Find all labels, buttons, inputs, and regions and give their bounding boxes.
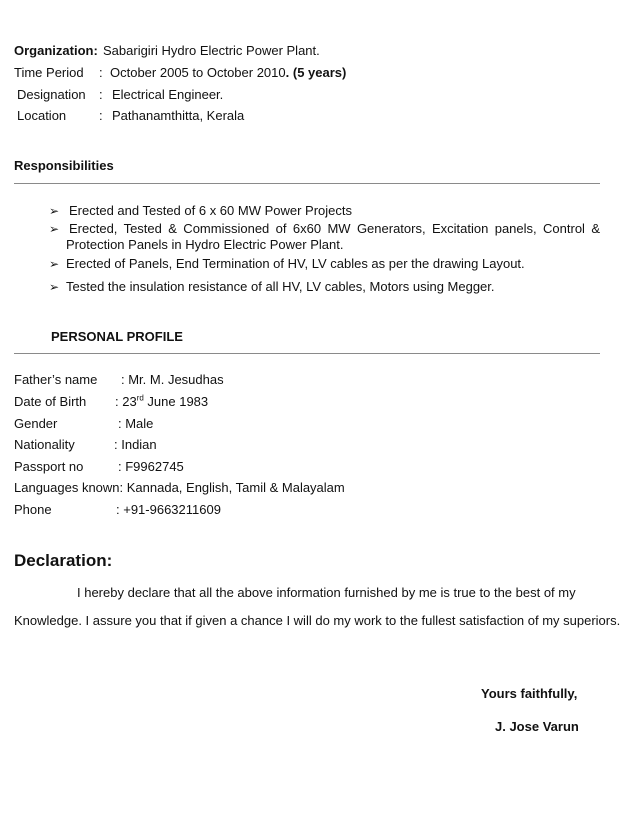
fathers-name-label: Father’s name	[14, 372, 98, 387]
personal-profile-heading: PERSONAL PROFILE	[51, 329, 183, 344]
bullet-arrow-icon: ➢	[49, 257, 60, 271]
languages-known: Languages known: Kannada, English, Tamil & Malayalam	[14, 480, 345, 495]
responsibilities-heading: Responsibilities	[14, 158, 114, 173]
bullet-arrow-icon: ➢	[49, 204, 60, 218]
gender-value: : Male	[118, 416, 154, 431]
responsibility-item-continuation: Protection Panels in Hydro Electric Power Plant.	[66, 237, 344, 252]
phone-value: : +91-9663211609	[116, 502, 221, 517]
nationality-value: : Indian	[114, 437, 157, 452]
dob-ordinal: rd	[136, 393, 144, 403]
section-divider	[14, 183, 600, 184]
designation-separator: :	[99, 87, 103, 102]
passport-label: Passport no	[14, 459, 84, 474]
phone-label: Phone	[14, 502, 52, 517]
designation-value: Electrical Engineer.	[112, 87, 224, 102]
time-period-value	[110, 65, 346, 80]
organization-label: Organization:	[14, 43, 98, 58]
declaration-heading: Declaration:	[14, 551, 113, 570]
time-period-range: October 2005 to October 2010	[110, 65, 286, 80]
responsibility-item: Erected of Panels, End Termination of HV, LV cables as per the drawing Layout.	[66, 256, 525, 271]
dob-suffix: June 1983	[143, 394, 209, 409]
time-period-dot: .	[285, 65, 290, 80]
responsibility-item: Erected, Tested & Commissioned of 6x60 MW Generators, Excitation panels, Control &	[69, 221, 600, 236]
location-label: Location	[17, 108, 67, 123]
nationality-label: Nationality	[14, 437, 75, 452]
responsibility-item: Erected and Tested of 6 x 60 MW Power Projects	[69, 203, 353, 218]
gender-label: Gender	[14, 416, 58, 431]
closing-salutation: Yours faithfully,	[481, 686, 578, 701]
designation-label: Designation	[17, 87, 86, 102]
bullet-arrow-icon: ➢	[49, 280, 60, 294]
fathers-name-value: : Mr. M. Jesudhas	[121, 372, 224, 387]
dob-label: Date of Birth	[14, 394, 87, 409]
responsibility-item: Tested the insulation resistance of all HV, LV cables, Motors using Megger.	[66, 279, 495, 294]
location-separator: :	[99, 108, 103, 123]
time-period-duration: (5 years)	[292, 65, 347, 80]
passport-value: : F9962745	[118, 459, 184, 474]
time-period-label: Time Period	[14, 65, 84, 80]
dob-value	[115, 394, 208, 409]
signatory-name: J. Jose Varun	[495, 719, 579, 734]
location-value: Pathanamthitta, Kerala	[112, 108, 245, 123]
declaration-line-2: Knowledge. I assure you that if given a chance I will do my work to the fullest satisfaction of my superiors.	[14, 613, 621, 628]
organization-value: Sabarigiri Hydro Electric Power Plant.	[103, 43, 320, 58]
bullet-arrow-icon: ➢	[49, 222, 60, 236]
dob-prefix: : 23	[115, 394, 137, 409]
time-period-separator: :	[99, 65, 103, 80]
section-divider	[14, 353, 600, 354]
declaration-line-1: I hereby declare that all the above information furnished by me is true to the best of my	[77, 585, 576, 600]
